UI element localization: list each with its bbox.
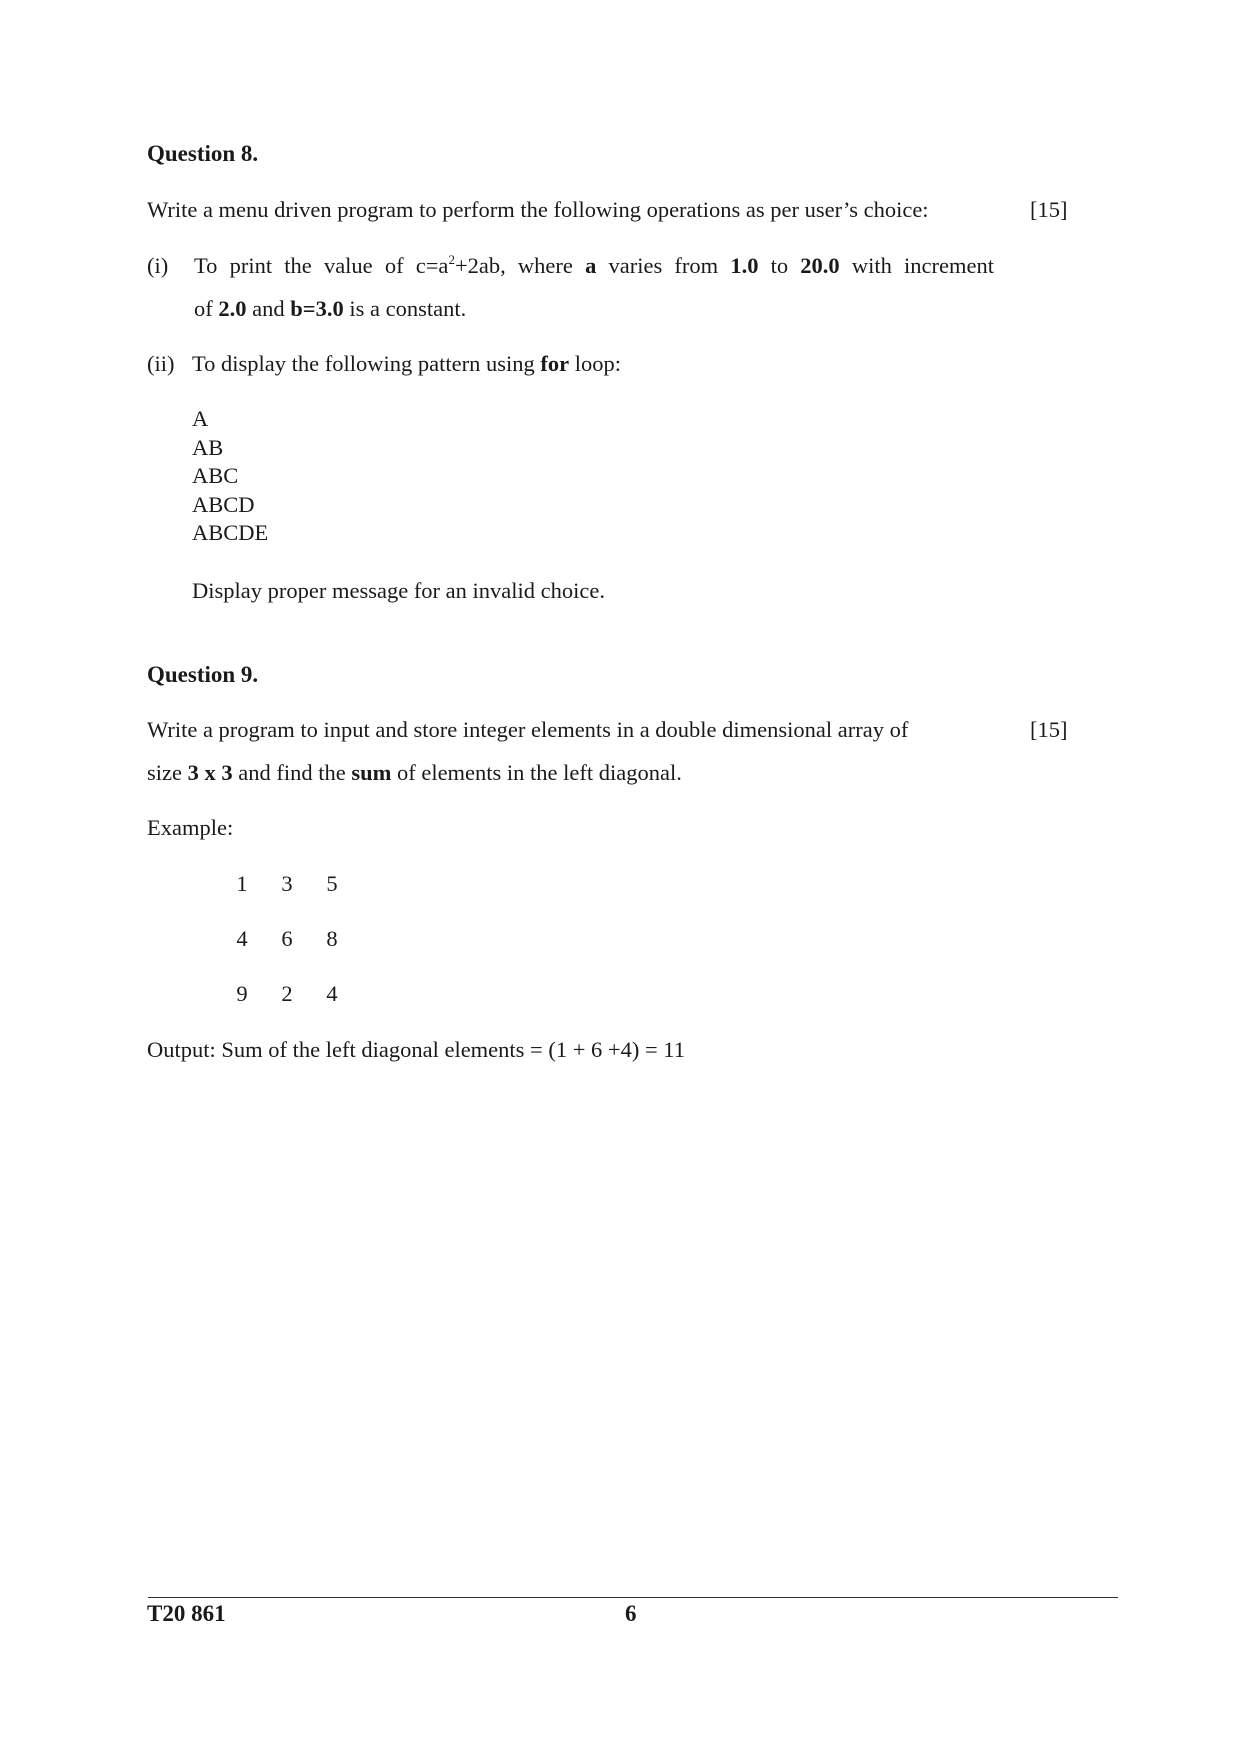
matrix-cell: 8 <box>326 926 338 951</box>
item-i-line-2: of 2.0 and b=3.0 is a constant. <box>194 296 467 321</box>
example-label: Example: <box>147 815 234 840</box>
matrix-cell: 5 <box>326 871 338 896</box>
pattern-line: ABCD <box>192 491 255 517</box>
letter-pattern <box>192 405 268 548</box>
pattern-line: AB <box>192 434 224 460</box>
matrix-cell: 2 <box>281 981 293 1006</box>
matrix-cell: 3 <box>281 871 293 896</box>
question-9-heading: Question 9. <box>147 662 259 687</box>
question-9-line-1: Write a program to input and store integer elements in a double dimensional array of <box>147 717 909 742</box>
pattern-line: ABC <box>192 463 239 489</box>
question-9-line-2: size 3 x 3 and find the sum of elements in the left diagonal. <box>147 760 682 785</box>
page-number: 6 <box>625 1601 637 1626</box>
question-8-heading: Question 8. <box>147 141 259 166</box>
item-ii-number: (ii) <box>147 351 175 376</box>
item-ii-text: To display the following pattern using for loop: <box>192 351 622 376</box>
matrix-cell: 4 <box>236 926 248 951</box>
matrix-cell: 4 <box>326 981 338 1006</box>
exponent: 2 <box>448 252 455 267</box>
item-i-line-1: To print the value of $c=a^2+2ab$, where a varies from 1.0 to 20.0 with increment <box>194 252 994 278</box>
pattern-line: ABCDE <box>192 520 269 546</box>
output-line: Output: Sum of the left diagonal elements = (1 + 6 +4) = 11 <box>147 1037 685 1062</box>
matrix-cell: 9 <box>236 981 248 1006</box>
question-8-intro: Write a menu driven program to perform the following operations as per user’s choice: <box>147 197 929 222</box>
item-i-number: (i) <box>147 253 169 278</box>
invalid-choice-message: Display proper message for an invalid choice. <box>192 578 605 603</box>
pattern-line: A <box>192 406 209 431</box>
footer-code: T20 861 <box>147 1601 226 1626</box>
matrix-cell: 6 <box>281 926 293 951</box>
matrix-cell: 1 <box>236 871 248 896</box>
question-8-marks: [15] <box>1030 197 1068 222</box>
question-9-marks: [15] <box>1030 717 1068 742</box>
footer-rule <box>148 1597 1118 1598</box>
